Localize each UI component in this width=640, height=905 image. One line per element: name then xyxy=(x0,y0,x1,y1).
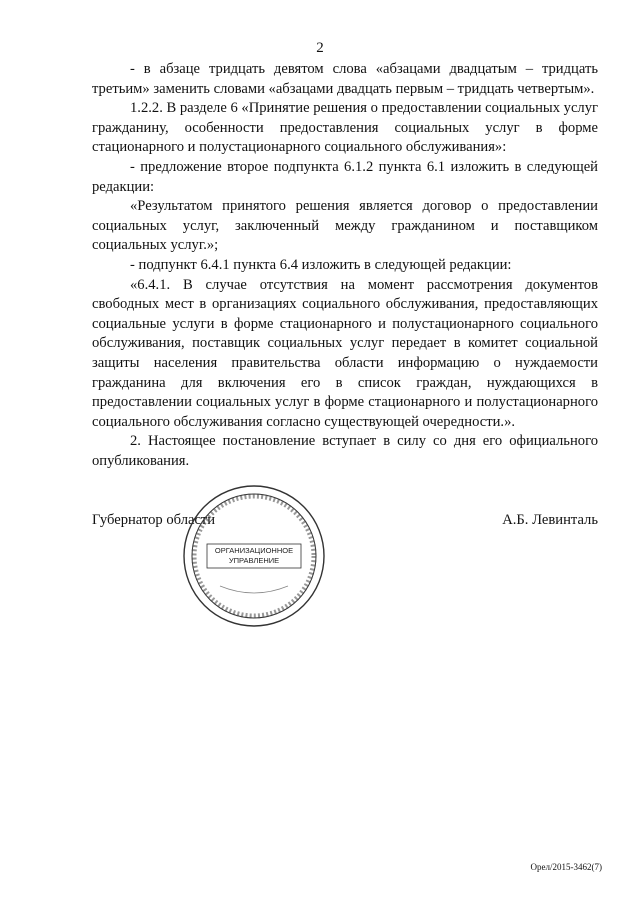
signatory-position: Губернатор области xyxy=(92,512,216,528)
paragraph: - в абзаце тридцать девятом слова «абзацами двадцатым – тридцать третьим» заменить словами «абзацами двадцать первым – тридцать четвертым». xyxy=(92,61,598,97)
stamp-text-line1: ОРГАНИЗАЦИОННОЕ xyxy=(214,546,294,555)
signatory-name: А.Б. Левинталь xyxy=(502,512,598,528)
stamp-text-line2: УПРАВЛЕНИЕ xyxy=(228,556,280,565)
paragraph: - предложение второе подпункта 6.1.2 пункта 6.1 изложить в следующей редакции: xyxy=(92,158,598,195)
paragraph: - подпункт 6.4.1 пункта 6.4 изложить в следующей редакции: xyxy=(130,256,512,273)
signature-block xyxy=(92,512,598,536)
paragraph: 1.2.2. В разделе 6 «Принятие решения о предоставлении социальных услуг гражданину, особенности предоставления социальных услуг в форме стационарного и полустационарного социального обслуживания»: xyxy=(92,100,598,156)
official-stamp xyxy=(180,482,328,630)
paragraph: «Результатом принятого решения является договор о предоставлении социальных услуг, заключенный между гражданином и поставщиком социальных услуг.»; xyxy=(92,198,598,254)
page-number: 2 xyxy=(316,40,324,56)
paragraph: «6.4.1. В случае отсутствия на момент рассмотрения документов свободных мест в организациях социального обслуживания, предоставляющих социальные услуги в форме стационарного и полустационарного социального обслуживания, поставщик социальных услуг передает в комитет социальной защиты населения правительства области информацию о нуждаемости гражданина для включения его в список граждан, нуждающихся в предоставлении социальных услуг в форме стационарного и полустационарного социального обслуживания согласно существующей очередности.». xyxy=(92,276,598,430)
paragraph: 2. Настоящее постановление вступает в силу со дня его официального опубликования. xyxy=(92,433,598,469)
footer-code: Орел/2015-3462(7) xyxy=(530,862,602,872)
document-body xyxy=(92,60,598,471)
